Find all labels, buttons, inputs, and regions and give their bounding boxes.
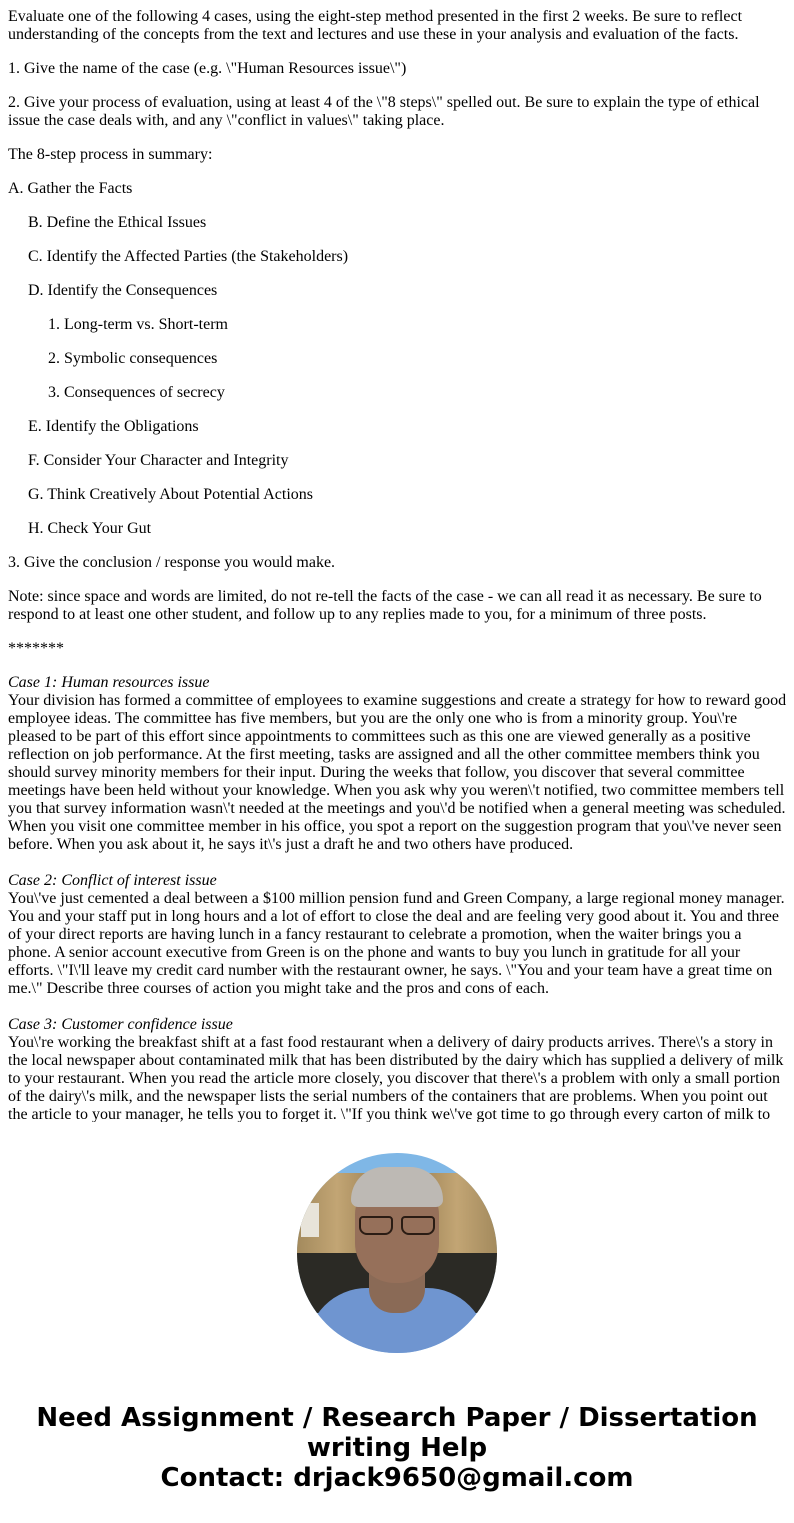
- author-avatar: [297, 1153, 497, 1353]
- case-body: You\'ve just cemented a deal between a $100 million pension fund and Green Company, a large regional money manager. You and your staff put in long hours and a lot of effort to close the deal and are feeling very good about it. You and three of your direct reports are having lunch in a fancy restaurant to celebrate a promotion, when the waiter brings you a phone. A senior account executive from Green is on the phone and wants to buy you lunch in gratitude for all your efforts. \"I\'ll leave my credit card number with the restaurant owner, he says. \"You and your team have a great time on me.\" Describe three courses of action you might take and the pros and cons of each.: [8, 890, 785, 997]
- step-c: C. Identify the Affected Parties (the Stakeholders): [28, 248, 349, 265]
- avatar-wall-switch: [301, 1203, 319, 1237]
- case-body: You\'re working the breakfast shift at a fast food restaurant when a delivery of dairy products arrives. There\'s a story in the local newspaper about contaminated milk that has been distributed by the dairy which has supplied a delivery of milk to your restaurant. When you read the article more closely, you discover that there\'s a problem with only a small portion of the dairy\'s milk, and the newspaper lists the serial numbers of the containers that are problems. When you point out the article to your manager, he tells you to forget it. \"If you think we\'ve got time to go through every carton of milk to: [8, 1034, 784, 1122]
- step-d-2: 2. Symbolic consequences: [48, 350, 218, 367]
- step-g: G. Think Creatively About Potential Actions: [28, 486, 314, 503]
- case-2: [8, 872, 788, 998]
- step-d: D. Identify the Consequences: [28, 282, 218, 299]
- step-a: A. Gather the Facts: [8, 180, 133, 197]
- step-d-1: 1. Long-term vs. Short-term: [48, 316, 228, 333]
- footer-promo-text: Need Assignment / Research Paper / Dissertation writing Help: [36, 1403, 758, 1463]
- instruction-item-2: 2. Give your process of evaluation, using at least 4 of the \"8 steps\" spelled out. Be sure to explain the type of ethical issue the case deals with, and any \"conflict in values\" taking place.: [8, 94, 760, 129]
- step-f: F. Consider Your Character and Integrity: [28, 452, 289, 469]
- case-body: Your division has formed a committee of employees to examine suggestions and create a strategy for how to reward good employee ideas. The committee has five members, but you are the only one who is from a minority group. You\'re pleased to be part of this effort since appointments to committees such as this one are viewed generally as a positive reflection on job performance. At the first meeting, tasks are assigned and all the other committee members think you should survey minority members for their input. During the weeks that follow, you discover that several committee meetings have been held without your knowledge. When you ask why you weren\'t notified, two committee members tell you that survey information wasn\'t needed at the meetings and you\'d be notified when a general meeting was scheduled. When you visit one committee member in his office, you spot a report on the suggestion program that you\'ve never seen before. When you ask about it, he says it\'s just a draft he and two others have produced.: [8, 692, 787, 853]
- case-1: [8, 674, 788, 854]
- instruction-item-3: 3. Give the conclusion / response you would make.: [8, 554, 336, 571]
- step-d-3: 3. Consequences of secrecy: [48, 384, 225, 401]
- step-h: H. Check Your Gut: [28, 520, 152, 537]
- step-e: E. Identify the Obligations: [28, 418, 199, 435]
- contact-footer: [0, 1403, 794, 1493]
- summary-heading: The 8-step process in summary:: [8, 146, 213, 163]
- instruction-item-1: 1. Give the name of the case (e.g. \"Human Resources issue\"): [8, 60, 407, 77]
- case-title: Case 3: Customer confidence issue: [8, 1016, 233, 1033]
- glasses-icon: [359, 1216, 435, 1232]
- intro-paragraph: Evaluate one of the following 4 cases, using the eight-step method presented in the first 2 weeks. Be sure to reflect understanding of the concepts from the text and lectures and use these in your analysis and evaluation of the facts.: [8, 8, 743, 43]
- separator: *******: [8, 640, 64, 657]
- avatar-hair: [351, 1167, 443, 1207]
- footer-contact-email: Contact: drjack9650@gmail.com: [160, 1463, 634, 1493]
- document-content: [8, 8, 788, 1122]
- case-3: [8, 1016, 788, 1122]
- case-title: Case 2: Conflict of interest issue: [8, 872, 217, 889]
- note-paragraph: Note: since space and words are limited, do not re-tell the facts of the case - we can all read it as necessary. Be sure to respond to at least one other student, and follow up to any replies made to you, for a minimum of three posts.: [8, 588, 762, 623]
- step-b: B. Define the Ethical Issues: [28, 214, 207, 231]
- case-title: Case 1: Human resources issue: [8, 674, 210, 691]
